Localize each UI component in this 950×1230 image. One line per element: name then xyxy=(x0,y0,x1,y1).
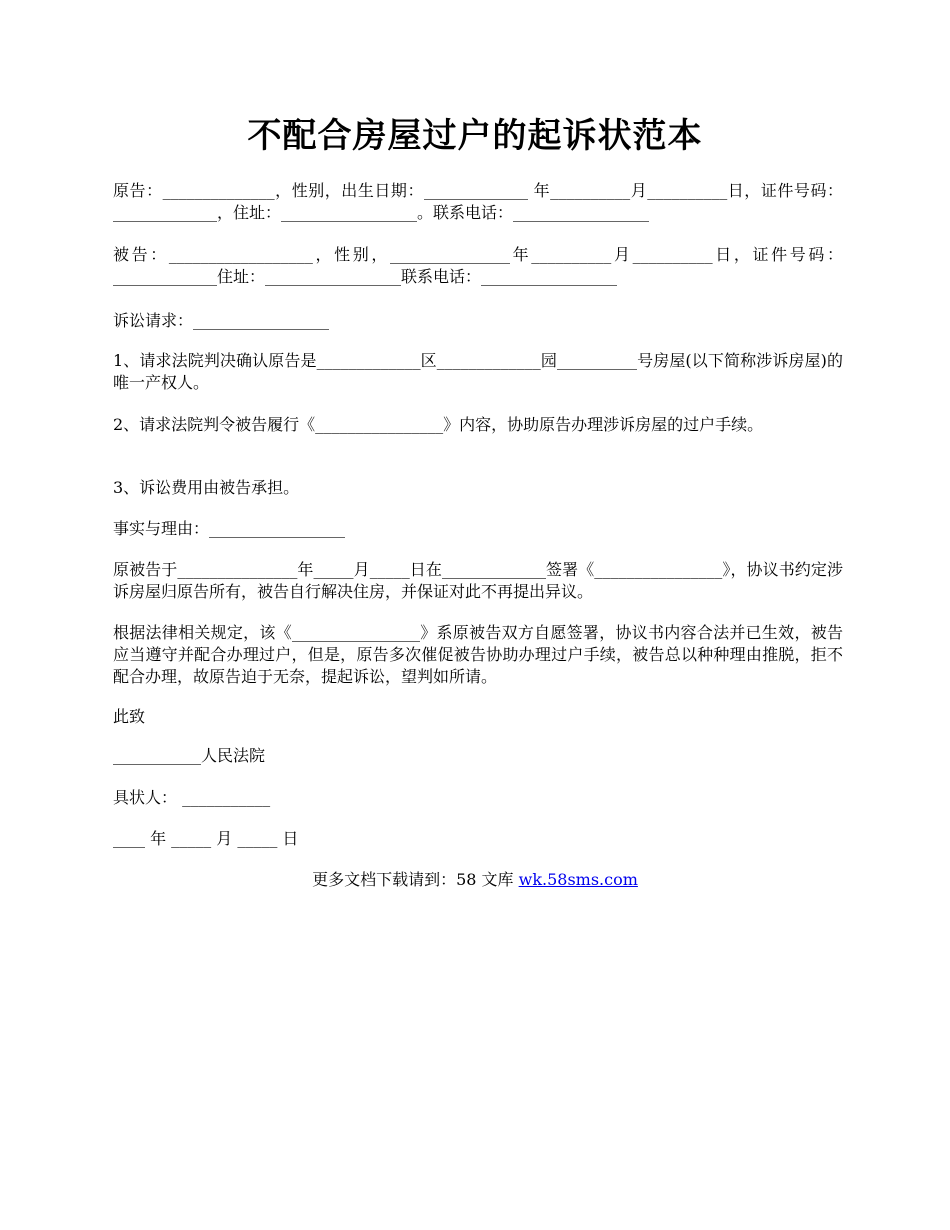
claim-1: 1、请求法院判决确认原告是_____________区_____________园__________号房屋(以下简称涉诉房屋)的唯一产权人。 xyxy=(113,351,843,392)
download-footer xyxy=(0,868,950,892)
claim-2: 2、请求法院判令被告履行《________________》内容，协助原告办理涉诉房屋的过户手续。 xyxy=(113,415,764,434)
court-line: ___________人民法院 xyxy=(113,746,266,765)
claims-heading: 诉讼请求：_________________ xyxy=(113,311,330,330)
defendant-info: 被告：__________________，性别，_______________年__________月__________日，证件号码：_____________住址：_________________联系电话：_________________ xyxy=(113,245,843,286)
footer-link[interactable]: wk.58sms.com xyxy=(518,870,638,889)
facts-heading: 事实与理由：_________________ xyxy=(113,519,346,538)
signatory-line: 具状人： ___________ xyxy=(113,788,271,807)
date-line: ____ 年 _____ 月 _____ 日 xyxy=(113,829,299,848)
footer-text: 更多文档下载请到：58 文库 xyxy=(312,870,519,889)
reasons-paragraph: 根据法律相关规定，该《________________》系原被告双方自愿签署，协议书内容合法并已生效，被告应当遵守并配合办理过户，但是，原告多次催促被告协助办理过户手续，被告总以种种理由推脱，拒不配合办理，故原告迫于无奈，提起诉讼，望判如所请。 xyxy=(113,623,843,686)
facts-paragraph: 原被告于_______________年_____月_____日在_____________签署《________________》，协议书约定涉诉房屋归原告所有，被告自行解决住房，并保证对此不再提出异议。 xyxy=(113,560,843,601)
document-title: 不配合房屋过户的起诉状范本 xyxy=(247,116,703,156)
claim-3: 3、诉讼费用由被告承担。 xyxy=(113,478,300,497)
plaintiff-info: 原告：______________，性别，出生日期：_____________ 年__________月__________日，证件号码：_____________，住址：_________________。联系电话：_________________ xyxy=(113,181,843,222)
salutation: 此致 xyxy=(113,707,146,726)
